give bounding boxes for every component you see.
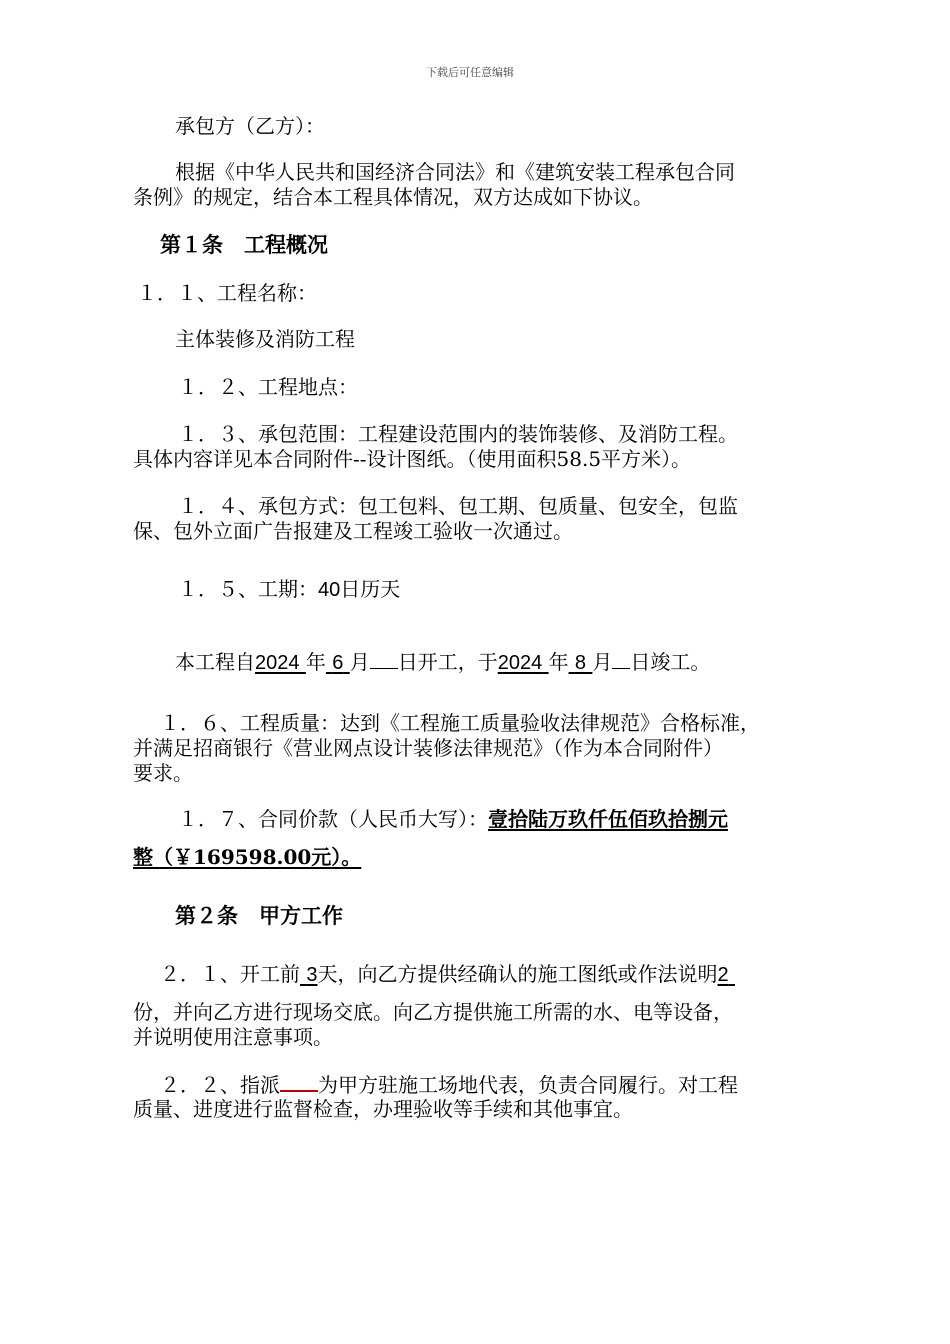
clause-1-6-line-2: 并满足招商银行《营业网点设计装修法律规范》（作为本合同附件） xyxy=(133,736,723,760)
clause-2-1-line-2: 份，并向乙方进行现场交底。向乙方提供施工所需的水、电等设备， xyxy=(133,1000,733,1024)
article-1-heading: 第１条 工程概况 xyxy=(160,232,328,257)
duration-days: 40 xyxy=(318,579,341,601)
clause-2-1-prefix: ２．１、开工前 xyxy=(160,962,300,986)
clause-2-2-line-2: 质量、进度进行监督检查，办理验收等手续和其他事宜。 xyxy=(133,1097,633,1121)
start-month: 6 xyxy=(332,652,344,674)
contractor-label: 承包方（乙方）： xyxy=(175,114,325,138)
clause-1-7-label: １．７、合同价款（人民币大写）： xyxy=(178,807,488,831)
clause-1-3-line-1: １．３、承包范围：工程建设范围内的装饰装修、及消防工程。 xyxy=(178,422,738,446)
schedule-prefix: 本工程自 xyxy=(175,650,255,674)
clause-1-5-label: １．５、工期： xyxy=(178,577,318,601)
clause-1-6-line-3: 要求。 xyxy=(133,761,193,785)
clause-1-5 xyxy=(178,577,400,602)
clause-1-1: １．１、工程名称： xyxy=(137,281,317,305)
start-year: 2024 xyxy=(255,652,300,674)
year-char-1: 年 xyxy=(305,650,326,674)
month-char-2: 月 xyxy=(592,650,613,674)
clause-2-2-suffix: 为甲方驻施工场地代表，负责合同履行。对工程 xyxy=(318,1073,738,1097)
clause-2-2-prefix: ２．２、指派 xyxy=(160,1073,280,1097)
days-before-start: 3 xyxy=(306,964,318,986)
clause-1-3-line-2: 具体内容详见本合同附件--设计图纸。（使用面积58.5平方米）。 xyxy=(133,447,692,471)
clause-1-7-line-1 xyxy=(178,807,728,831)
clause-2-1-line-3: 并说明使用注意事项。 xyxy=(133,1025,333,1049)
clause-1-6-line-1: １．６、工程质量：达到《工程施工质量验收法律规范》合格标准， xyxy=(160,711,760,735)
drawing-copies: 2 xyxy=(717,964,729,986)
clause-2-1-middle: 天，向乙方提供经确认的施工图纸或作法说明 xyxy=(317,962,718,986)
article-2-heading: 第２条 甲方工作 xyxy=(175,903,343,928)
clause-1-2: １．２、工程地点： xyxy=(178,375,358,399)
month-char-1: 月 xyxy=(349,650,370,674)
end-month: 8 xyxy=(574,652,587,674)
duration-unit: 日历天 xyxy=(340,577,401,601)
clause-1-4-line-1: １．４、承包方式：包工包料、包工期、包质量、包安全，包监 xyxy=(178,494,738,518)
contract-price-words: 壹拾陆万玖仟伍佰玖拾捌元 xyxy=(488,807,728,831)
intro-line-2: 条例》的规定，结合本工程具体情况，双方达成如下协议。 xyxy=(133,185,653,209)
clause-1-4-line-2: 保、包外立面广告报建及工程竣工验收一次通过。 xyxy=(133,519,573,543)
start-day-blank xyxy=(370,650,398,669)
contract-price-amount: 整（￥169598.00元）。 xyxy=(133,845,362,869)
day-end-text: 日竣工。 xyxy=(630,650,711,674)
clause-2-1-line-1 xyxy=(160,962,735,987)
day-start-text: 日开工，于 xyxy=(397,650,498,674)
intro-line-1: 根据《中华人民共和国经济合同法》和《建筑安装工程承包合同 xyxy=(175,160,735,184)
representative-blank xyxy=(280,1072,318,1092)
project-name: 主体装修及消防工程 xyxy=(175,327,355,351)
clause-2-2-line-1 xyxy=(160,1072,738,1097)
schedule-line xyxy=(175,650,710,675)
end-day-blank xyxy=(612,650,630,669)
end-year: 2024 xyxy=(497,652,543,674)
page-header: 下载后可任意编辑 xyxy=(426,66,514,79)
year-char-2: 年 xyxy=(548,650,569,674)
